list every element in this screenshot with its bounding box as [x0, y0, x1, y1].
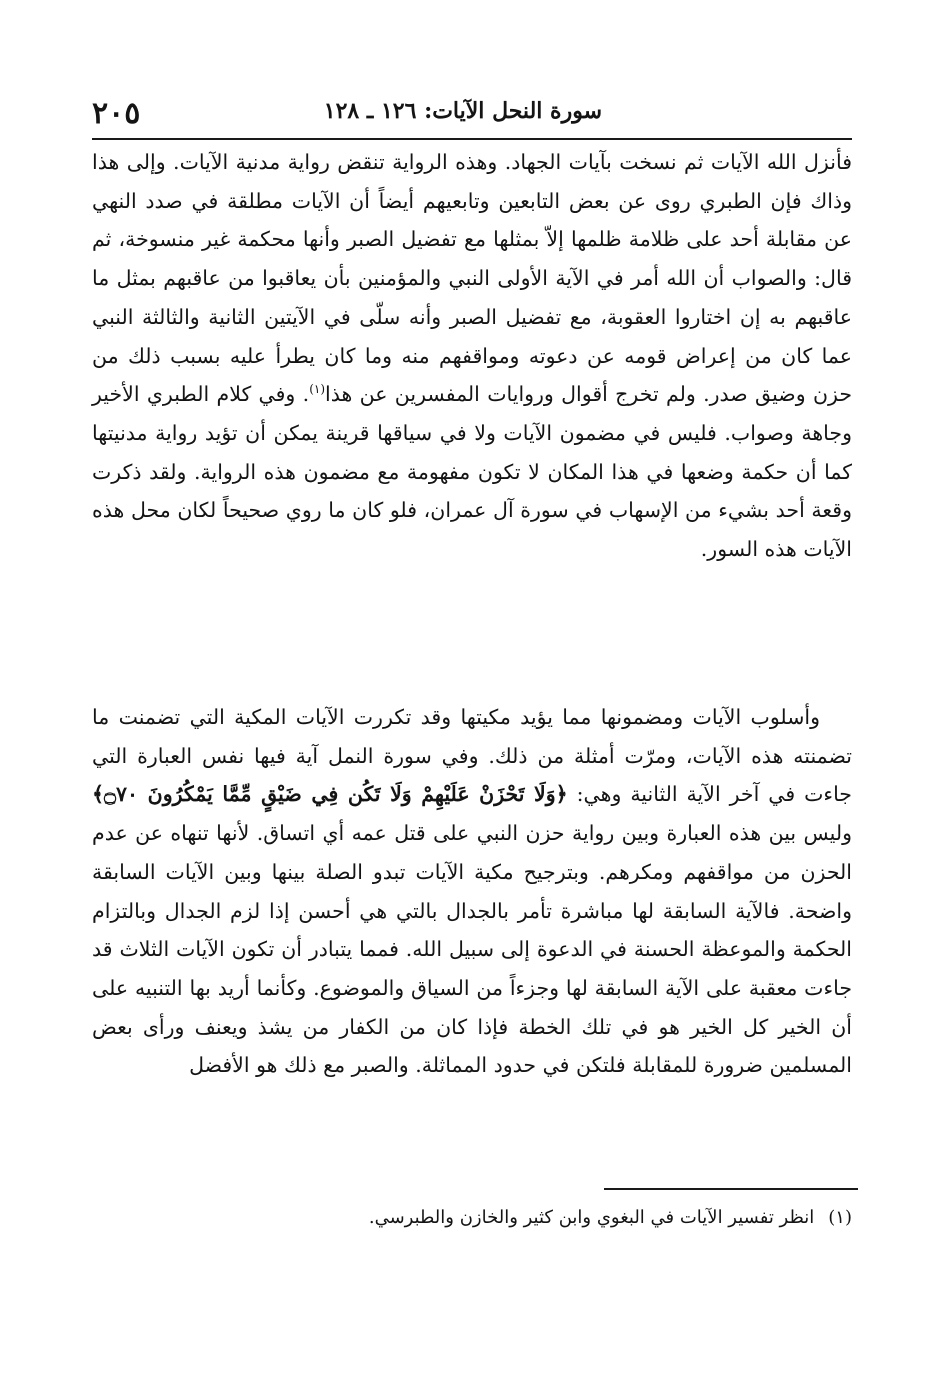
paragraph-1-text-before-note: فأنزل الله الآيات ثم نسخت بآيات الجهاد. وهذه الرواية تنقض رواية مدنية الآيات. وإلى هذا وذاك فإن الطبري روى عن بعض التابعين وتابعيهم أيضاً أن الآيات مطلقة في صدد النهي عن مقابلة أحد على ظلامة ظلمها إلاّ بمثلها مع تفضيل الصبر وأنها محكمة غير منسوخة، ثم قال: والصواب أن الله أمر في الآية الأولى النبي والمؤمنين بأن يعاقبوا من عاقبهم بمثل ما عاقبهم به إن اختاروا العقوبة، مع تفضيل الصبر وأنه سلّى في الآيتين الثانية والثالثة النبي عما كان من إعراض قومه عن دعوته ومواقفهم منه وما كان يطرأ عليه بسبب ذلك من حزن وضيق صدر. ولم تخرج أقوال وروايات المفسرين عن هذا — [92, 150, 852, 407]
footnote-text: انظر تفسير الآيات في البغوي وابن كثير والخازن والطبرسي. — [368, 1207, 815, 1228]
footnote-divider — [604, 1188, 858, 1190]
paragraph-2-text-after-quote: وليس بين هذه العبارة وبين رواية حزن النبي على قتل عمه أي اتساق. لأنها تنهاه عن عدم الحزن من مواقفهم ومكرهم. وبترجيح مكية الآيات تبدو الصلة بينها وبين الآيات السابقة واضحة. فالآية السابقة لها مباشرة تأمر بالجدال بالتي هي أحسن إذا لزم الجدال وبالتزام الحكمة والموعظة الحسنة في الدعوة إلى سبيل الله. فمما يتبادر أن تكون الآيات الثلاث قد جاءت معقبة على الآية السابقة لها وجزءاً من السياق والموضوع. وكأنما أريد بها التنبيه على أن الخير كل الخير هو في تلك الخطة فإذا كان من الكفار من يشذ ويعنف ورأى بعض المسلمين ضرورة للمقابلة فلتكن في حدود المماثلة. والصبر مع ذلك هو الأفضل — [92, 821, 852, 1078]
footnote-reference: (١) — [309, 382, 326, 397]
quran-verse-quote: ﴿وَلَا تَحْزَنْ عَلَيْهِمْ وَلَا تَكُن فِي ضَيْقٍ مِّمَّا يَمْكُرُونَ ۝٧٠﴾ — [92, 782, 568, 807]
header-divider — [92, 138, 852, 140]
page-number: ٢٠٥ — [92, 96, 141, 131]
footnote — [92, 1204, 852, 1232]
running-title: سورة النحل الآيات: ١٢٦ ـ ١٢٨ — [323, 98, 602, 124]
page-header — [92, 96, 852, 136]
body-paragraph-1 — [92, 143, 852, 569]
paragraph-1-text-after-note: . وفي كلام الطبري الأخير وجاهة وصواب. فليس في مضمون الآيات ولا في سياقها قرينة يمكن أن تؤيد رواية مدنيتها كما أن حكمة وضعها في هذا المكان لا تكون مفهومة مع مضمون هذه الرواية. ولقد ذكرت وقعة أحد بشيء من الإسهاب في سورة آل عمران، فلو كان ما روي صحيحاً لكان محل هذه الآيات هذه السور. — [92, 382, 852, 562]
footnote-number: (١) — [828, 1207, 852, 1228]
paragraph-2-text-before-quote: وأسلوب الآيات ومضمونها مما يؤيد مكيتها وقد تكررت الآيات المكية التي تضمنت ما تضمنته هذه الآيات، ومرّت أمثلة من ذلك. وفي سورة النمل آية فيها نفس العبارة التي جاءت في آخر الآية الثانية وهي: — [92, 705, 852, 807]
body-paragraph-2 — [92, 698, 852, 1085]
